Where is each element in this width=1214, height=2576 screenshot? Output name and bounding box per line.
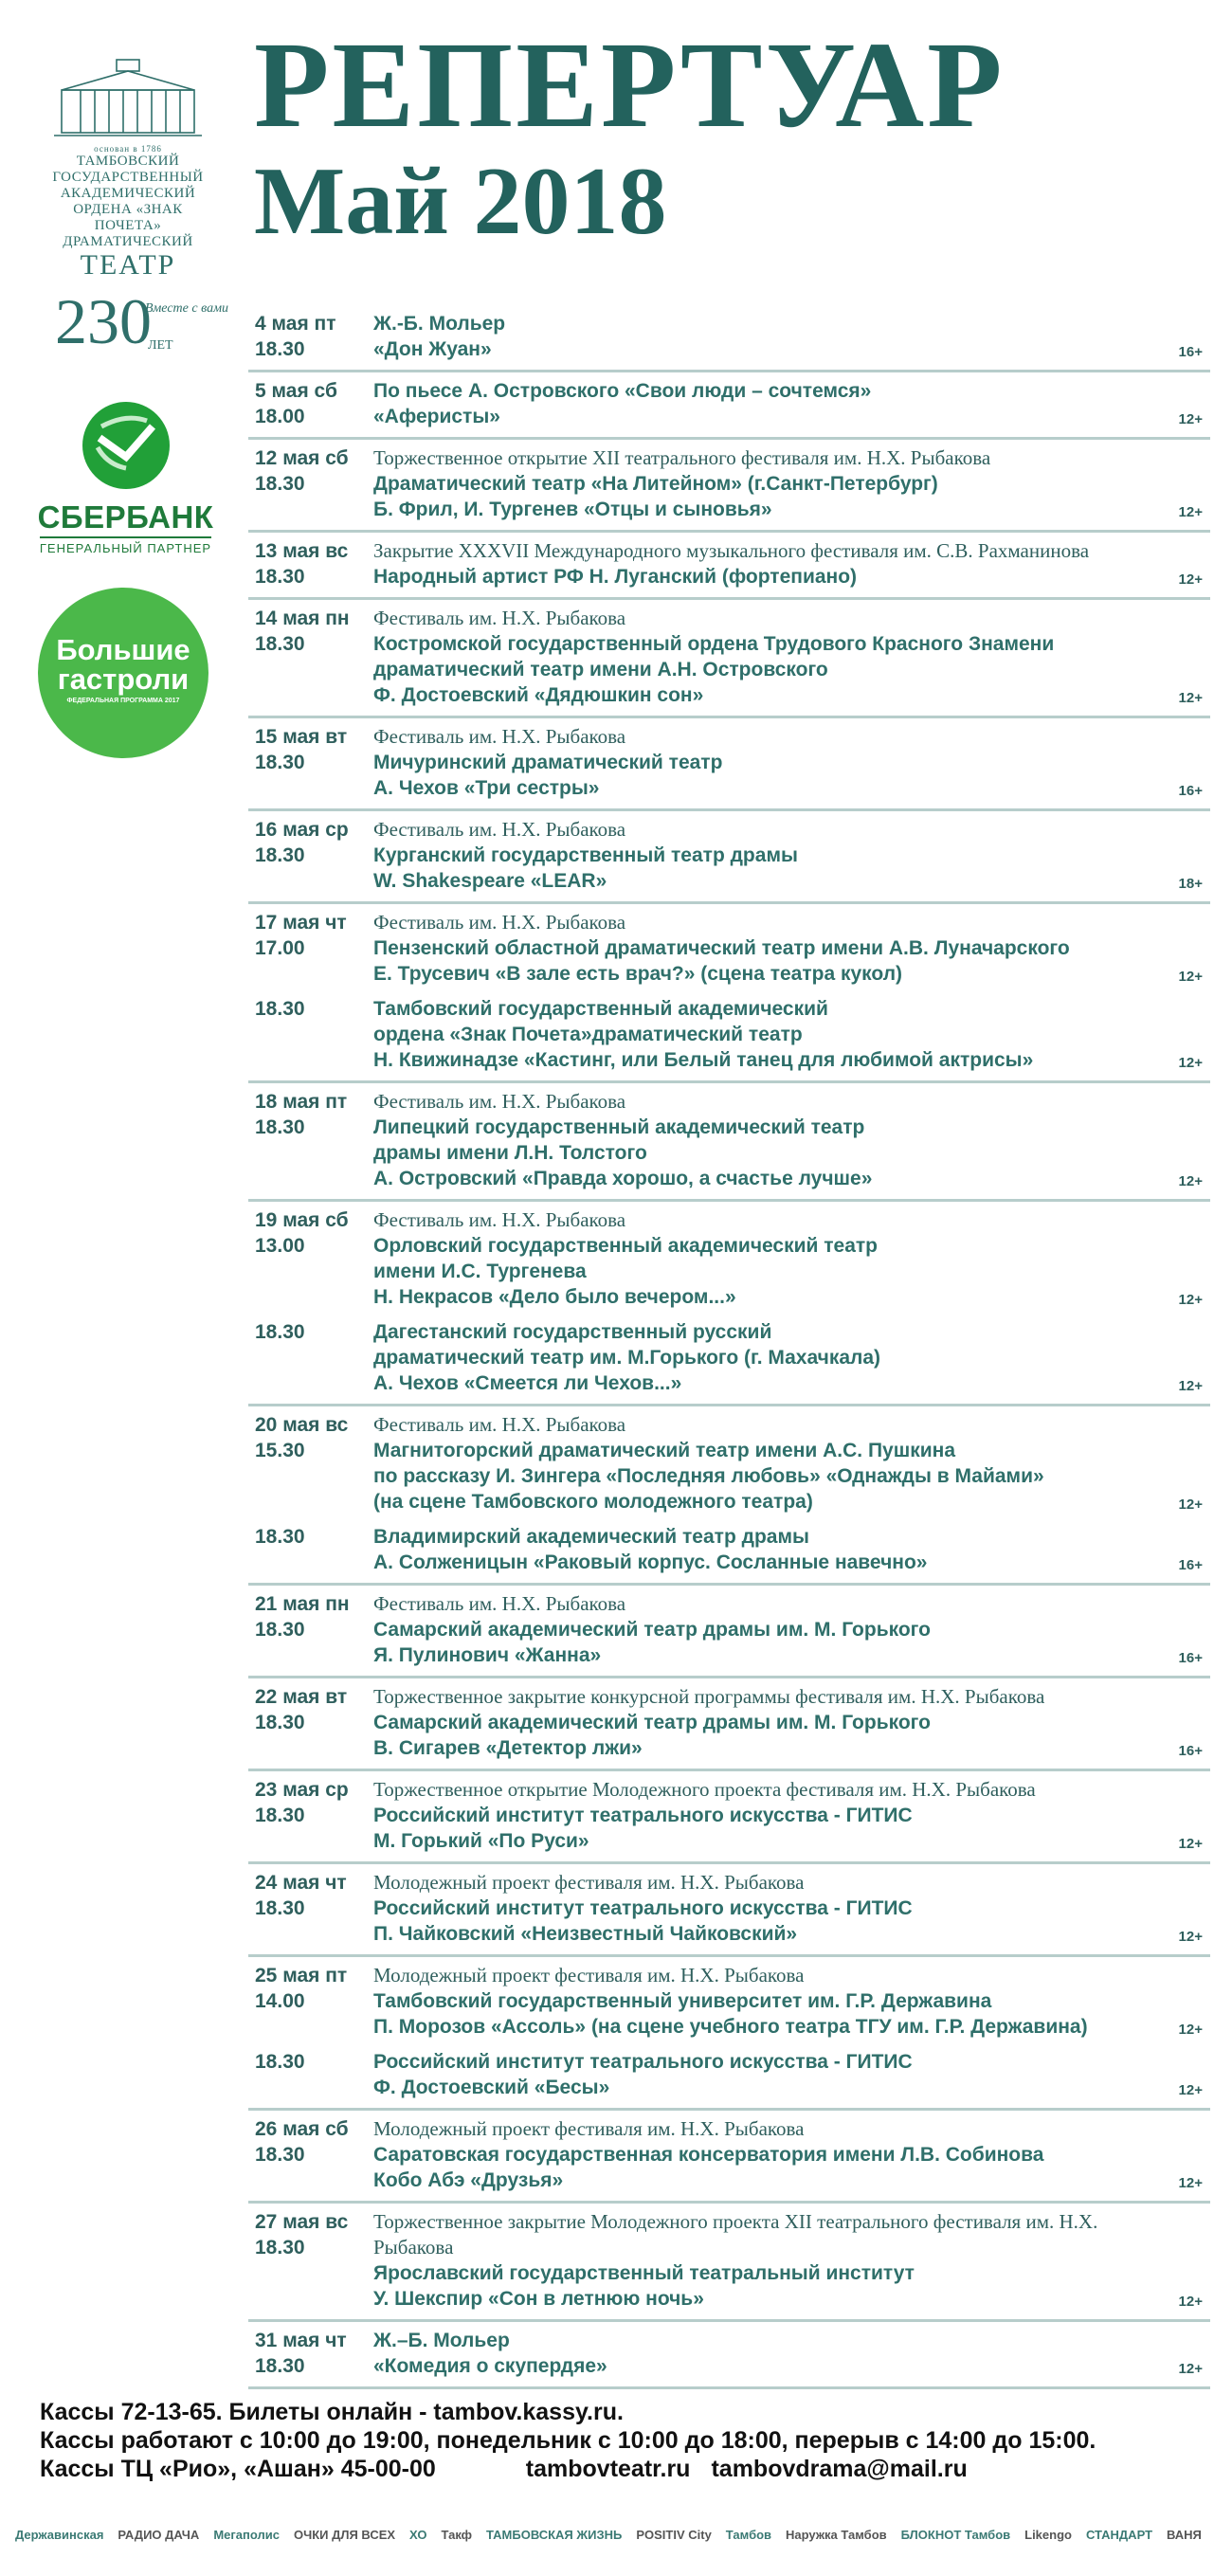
performance-line: А. Чехов «Три сестры» <box>373 777 600 799</box>
performance-line: драмы имени Л.Н. Толстого <box>373 1142 647 1164</box>
program-entry <box>248 1406 1210 1586</box>
performance-date: 18.30 <box>255 2051 305 2073</box>
performance <box>248 2116 1210 2193</box>
performance-line: Самарский академический театр драмы им. М. Горького <box>373 1619 931 1641</box>
performance-details <box>373 311 1210 362</box>
sponsor-name: СБЕРБАНК <box>37 499 214 535</box>
performance-date: 18.30 <box>255 1526 305 1548</box>
performance-line: Ж.–Б. Мольер <box>373 2330 510 2351</box>
age-rating: 12+ <box>1178 1497 1203 1513</box>
performance-line: Пензенский областной драматический театр имени А.В. Луначарского <box>373 937 1070 959</box>
performance <box>248 311 1210 362</box>
performance-date: 14 мая пн 18.30 <box>255 608 350 655</box>
performance-details <box>373 1870 1210 1947</box>
performance-line: По пьесе А. Островского «Свои люди – сочтемся» <box>373 380 872 402</box>
performance-details <box>373 1319 1210 1396</box>
performance-date: 5 мая сб 18.00 <box>255 380 337 427</box>
performance-line: Владимирский академический театр драмы <box>373 1526 809 1548</box>
footer-phone: Кассы 72-13-65. Билеты онлайн - tambov.kassy.ru. <box>40 2399 624 2425</box>
age-rating: 12+ <box>1178 1378 1203 1394</box>
email-link[interactable]: tambovdrama@mail.ru <box>711 2456 968 2482</box>
performance-line: Б. Фрил, И. Тургенев «Отцы и сыновья» <box>373 499 772 520</box>
tours-title: Большие <box>56 633 190 666</box>
performance-details <box>373 1777 1210 1854</box>
performance-line: Н. Квижинадзе «Кастинг, или Белый танец для любимой актрисы» <box>373 1049 1034 1071</box>
sponsor-role: ГЕНЕРАЛЬНЫЙ ПАРТНЕР <box>40 536 211 555</box>
footer-outlets: Кассы ТЦ «Рио», «Ашан» 45-00-00 <box>40 2456 436 2482</box>
performance-line: «Аферисты» <box>373 406 500 427</box>
performance-date: 18 мая пт 18.30 <box>255 1091 348 1138</box>
theatre-word: ТЕАТР <box>80 249 176 281</box>
theatre-founded: основан в 1786 <box>94 144 162 154</box>
performance <box>248 910 1210 987</box>
theatre-name-line: ГОСУДАРСТВЕННЫЙ <box>52 170 204 185</box>
performance-details <box>373 2328 1210 2379</box>
age-rating: 12+ <box>1178 2294 1203 2310</box>
performance <box>248 1089 1210 1191</box>
performance-line: А. Чехов «Смеется ли Чехов...» <box>373 1372 682 1394</box>
age-rating: 12+ <box>1178 2175 1203 2191</box>
performance-date: 25 мая пт 14.00 <box>255 1965 348 2012</box>
age-rating: 12+ <box>1178 1836 1203 1852</box>
program-list <box>248 305 1210 2389</box>
performance-line: Я. Пулинович «Жанна» <box>373 1644 602 1666</box>
performance-line: драматический театр им. М.Горького (г. Махачкала) <box>373 1347 881 1369</box>
performance <box>248 1684 1210 1761</box>
performance-line: М. Горький «По Руси» <box>373 1830 589 1852</box>
performance-line: Драматический театр «На Литейном» (г.Санкт-Петербург) <box>373 473 938 495</box>
program-entry <box>248 372 1210 440</box>
performance-line: Российский институт театрального искусства - ГИТИС <box>373 2051 913 2073</box>
program-entry <box>248 1678 1210 1771</box>
performance-line: Тамбовский государственный академический <box>373 998 828 1020</box>
performance <box>248 1207 1210 1310</box>
age-rating: 12+ <box>1178 571 1203 588</box>
program-entry <box>248 1202 1210 1406</box>
performance-line: Липецкий государственный академический театр <box>373 1116 865 1138</box>
performance-line: Российский институт театрального искусства - ГИТИС <box>373 1897 913 1919</box>
performance-line: Ф. Достоевский «Бесы» <box>373 2077 610 2098</box>
program-entry <box>248 1586 1210 1678</box>
anniversary-motto: Вместе с вами <box>145 301 228 316</box>
performance-line: Саратовская государственная консерватория имени Л.В. Собинова <box>373 2144 1044 2166</box>
performance-date: 23 мая ср 18.30 <box>255 1779 349 1826</box>
performance-line: Орловский государственный академический театр <box>373 1235 879 1257</box>
festival-note: Фестиваль им. Н.Х. Рыбакова <box>373 607 626 629</box>
program-entry <box>248 1957 1210 2111</box>
performance-line: (на сцене Тамбовского молодежного театра) <box>373 1491 813 1513</box>
theatre-name-line: ДРАМАТИЧЕСКИЙ <box>63 234 193 249</box>
performance-line: Народный артист РФ Н. Луганский (фортепиано) <box>373 566 858 588</box>
performance-line: Е. Трусевич «В зале есть врач?» (сцена театра кукол) <box>373 963 903 985</box>
performance-details <box>373 606 1210 708</box>
performance-details <box>373 2209 1210 2312</box>
performance-date: 15 мая вт 18.30 <box>255 726 348 773</box>
website-link[interactable]: tambovteatr.ru <box>525 2456 691 2482</box>
performance-line: А. Солженицын «Раковый корпус. Сосланные навечно» <box>373 1551 928 1573</box>
program-entry <box>248 904 1210 1083</box>
performance-date: 4 мая пт 18.30 <box>255 313 336 360</box>
performance-line: «Комедия о скупердяе» <box>373 2355 607 2377</box>
performance-date: 22 мая вт 18.30 <box>255 1686 348 1733</box>
performance-line: Российский институт театрального искусства - ГИТИС <box>373 1805 913 1826</box>
age-rating: 12+ <box>1178 2022 1203 2038</box>
sponsor-logo: ХО <box>409 2528 427 2542</box>
performance-line: П. Морозов «Ассоль» (на сцене учебного театра ТГУ им. Г.Р. Державина) <box>373 2016 1088 2038</box>
performance-details <box>373 538 1210 590</box>
footer <box>40 2398 1205 2483</box>
performance-line: Ф. Достоевский «Дядюшкин сон» <box>373 684 704 706</box>
anniversary-logo <box>55 285 235 365</box>
performance-line: Ж.-Б. Мольер <box>373 313 506 335</box>
performance <box>248 2049 1210 2100</box>
performance-details <box>373 724 1210 801</box>
age-rating: 12+ <box>1178 969 1203 985</box>
performance-date: 17 мая чт 17.00 <box>255 912 347 959</box>
festival-note: Фестиваль им. Н.Х. Рыбакова <box>373 818 626 841</box>
page-title: РЕПЕРТУАР <box>254 17 1006 154</box>
performance-line: Н. Некрасов «Дело было вечером...» <box>373 1286 736 1308</box>
performance-details <box>373 1089 1210 1191</box>
tours-title: гастроли <box>57 662 190 696</box>
performance-line: В. Сигарев «Детектор лжи» <box>373 1737 643 1759</box>
sberbank-icon <box>79 398 173 493</box>
age-rating: 12+ <box>1178 504 1203 520</box>
theatre-logo <box>47 52 208 281</box>
sponsor-logo: РАДИО ДАЧА <box>118 2528 200 2542</box>
anniversary-unit: ЛЕТ <box>148 338 173 353</box>
sponsor-logo: ТАМБОВСКАЯ ЖИЗНЬ <box>486 2528 623 2542</box>
festival-note: Фестиваль им. Н.Х. Рыбакова <box>373 725 626 748</box>
festival-note: Торжественное открытие XII театрального фестиваля им. Н.Х. Рыбакова <box>373 446 991 469</box>
sponsor-logo: ВАНЯ <box>1167 2528 1202 2542</box>
performance-line: Курганский государственный театр драмы <box>373 844 798 866</box>
sponsor-logo: Такф <box>441 2528 473 2542</box>
performance <box>248 996 1210 1073</box>
big-tours-logo <box>38 588 208 758</box>
performance-line: Дагестанский государственный русский <box>373 1321 772 1343</box>
performance-details <box>373 1207 1210 1310</box>
performance <box>248 1777 1210 1854</box>
sponsor-logo: Тамбов <box>725 2528 772 2542</box>
age-rating: 18+ <box>1178 876 1203 892</box>
sponsor-logo: ОЧКИ ДЛЯ ВСЕХ <box>293 2528 396 2542</box>
program-entry <box>248 1771 1210 1864</box>
performance <box>248 538 1210 590</box>
performance-line: Магнитогорский драматический театр имени А.С. Пушкина <box>373 1440 956 1461</box>
program-entry <box>248 2204 1210 2322</box>
festival-note: Торжественное открытие Молодежного проекта фестиваля им. Н.Х. Рыбакова <box>373 1778 1036 1801</box>
performance-details <box>373 1524 1210 1575</box>
anniversary-number: 230 <box>55 285 152 357</box>
theatre-name-line: ОРДЕНА «ЗНАК ПОЧЕТА» <box>73 202 183 233</box>
performance-date: 13 мая вс 18.30 <box>255 540 349 588</box>
performance-details <box>373 2116 1210 2193</box>
age-rating: 12+ <box>1178 2082 1203 2098</box>
festival-note: Фестиваль им. Н.Х. Рыбакова <box>373 911 626 934</box>
age-rating: 12+ <box>1178 690 1203 706</box>
festival-note: Закрытие XXXVII Международного музыкального фестиваля им. С.В. Рахманинова <box>373 539 1090 562</box>
tours-subtitle: ФЕДЕРАЛЬНАЯ ПРОГРАММА 2017 <box>66 698 180 704</box>
performance-line: «Дон Жуан» <box>373 338 492 360</box>
performance-date: 24 мая чт 18.30 <box>255 1872 347 1919</box>
program-entry <box>248 2111 1210 2204</box>
festival-note: Фестиваль им. Н.Х. Рыбакова <box>373 1592 626 1615</box>
performance-details <box>373 1412 1210 1515</box>
sponsor-logo: Мегаполис <box>213 2528 280 2542</box>
sponsor-logo: POSITIV City <box>636 2528 712 2542</box>
performance-date: 31 мая чт 18.30 <box>255 2330 347 2377</box>
age-rating: 12+ <box>1178 411 1203 427</box>
performance-line: А. Островский «Правда хорошо, а счастье лучше» <box>373 1168 873 1189</box>
performance-date: 16 мая ср 18.30 <box>255 819 349 866</box>
performance <box>248 1870 1210 1947</box>
performance-date: 12 мая сб 18.30 <box>255 447 349 495</box>
performance <box>248 1412 1210 1515</box>
performance-line: Кобо Абэ «Друзья» <box>373 2169 564 2191</box>
performance-line: У. Шекспир «Сон в летнюю ночь» <box>373 2288 704 2310</box>
age-rating: 12+ <box>1178 2361 1203 2377</box>
performance-details <box>373 378 1210 429</box>
age-rating: 12+ <box>1178 1055 1203 1071</box>
performance <box>248 1319 1210 1396</box>
performance-details <box>373 996 1210 1073</box>
age-rating: 16+ <box>1178 1557 1203 1573</box>
sponsor-strip <box>11 2512 1205 2559</box>
age-rating: 12+ <box>1178 1173 1203 1189</box>
age-rating: 16+ <box>1178 783 1203 799</box>
sponsor-logo: СТАНДАРТ <box>1085 2528 1153 2542</box>
performance-line: по рассказу И. Зингера «Последняя любовь» «Однажды в Майами» <box>373 1465 1044 1487</box>
performance-details <box>373 1684 1210 1761</box>
performance <box>248 1963 1210 2040</box>
sponsor-logo: Likengo <box>1024 2528 1072 2542</box>
sponsor-logo: Наружка Тамбов <box>786 2528 887 2542</box>
performance-line: драматический театр имени А.Н. Островского <box>373 659 828 680</box>
performance <box>248 378 1210 429</box>
performance-details <box>373 910 1210 987</box>
festival-note: Фестиваль им. Н.Х. Рыбакова <box>373 1413 626 1436</box>
performance <box>248 2209 1210 2312</box>
age-rating: 12+ <box>1178 1292 1203 1308</box>
program-entry <box>248 440 1210 533</box>
program-entry <box>248 1864 1210 1957</box>
sponsor-logo: БЛОКНОТ Тамбов <box>900 2528 1011 2542</box>
program-entry <box>248 305 1210 372</box>
performance <box>248 2328 1210 2379</box>
festival-note: Торжественное закрытие Молодежного проекта XII театрального фестиваля им. Н.Х. Рыбакова <box>373 2210 1098 2259</box>
performance-line: Мичуринский драматический театр <box>373 752 723 773</box>
performance-details <box>373 445 1210 522</box>
age-rating: 12+ <box>1178 1929 1203 1945</box>
performance <box>248 445 1210 522</box>
performance-date: 18.30 <box>255 998 305 1020</box>
performance-details <box>373 817 1210 894</box>
performance-date: 19 мая сб 13.00 <box>255 1209 349 1257</box>
theatre-name-line: АКАДЕМИЧЕСКИЙ <box>60 186 196 201</box>
festival-note: Торжественное закрытие конкурсной программы фестиваля им. Н.Х. Рыбакова <box>373 1685 1045 1708</box>
performance-date: 26 мая сб 18.30 <box>255 2118 349 2166</box>
festival-note: Молодежный проект фестиваля им. Н.Х. Рыбакова <box>373 1871 805 1894</box>
age-rating: 16+ <box>1178 1743 1203 1759</box>
performance-line: ордена «Знак Почета»драматический театр <box>373 1024 803 1045</box>
footer-contacts <box>40 2455 1205 2483</box>
performance <box>248 1524 1210 1575</box>
performance-line: Костромской государственный ордена Трудового Красного Знамени <box>373 633 1055 655</box>
performance-line: имени И.С. Тургенева <box>373 1261 587 1282</box>
program-entry <box>248 1083 1210 1202</box>
performance-line: W. Shakespeare «LEAR» <box>373 870 607 892</box>
performance <box>248 724 1210 801</box>
performance-date: 27 мая вс 18.30 <box>255 2211 349 2259</box>
performance-line: Самарский академический театр драмы им. М. Горького <box>373 1712 931 1733</box>
age-rating: 16+ <box>1178 1650 1203 1666</box>
sponsor-logo: Державинская <box>15 2528 104 2542</box>
program-entry <box>248 2322 1210 2389</box>
page-subtitle: Май 2018 <box>254 148 667 255</box>
festival-note: Молодежный проект фестиваля им. Н.Х. Рыбакова <box>373 1964 805 1986</box>
performance-details <box>373 2049 1210 2100</box>
sberbank-logo <box>28 398 223 557</box>
performance-details <box>373 1963 1210 2040</box>
program-entry <box>248 811 1210 904</box>
festival-note: Молодежный проект фестиваля им. Н.Х. Рыбакова <box>373 2117 805 2140</box>
performance <box>248 817 1210 894</box>
performance-line: Ярославский государственный театральный институт <box>373 2262 915 2284</box>
performance-date: 21 мая пн 18.30 <box>255 1593 350 1641</box>
performance-details <box>373 1591 1210 1668</box>
performance <box>248 1591 1210 1668</box>
performance-date: 18.30 <box>255 1321 305 1343</box>
program-entry <box>248 718 1210 811</box>
performance-line: П. Чайковский «Неизвестный Чайковский» <box>373 1923 798 1945</box>
theatre-building-icon <box>52 52 204 142</box>
program-entry <box>248 600 1210 718</box>
age-rating: 16+ <box>1178 344 1203 360</box>
performance-date: 20 мая вс 15.30 <box>255 1414 349 1461</box>
festival-note: Фестиваль им. Н.Х. Рыбакова <box>373 1090 626 1113</box>
performance-line: Тамбовский государственный университет им. Г.Р. Державина <box>373 1990 992 2012</box>
program-entry <box>248 533 1210 600</box>
festival-note: Фестиваль им. Н.Х. Рыбакова <box>373 1208 626 1231</box>
theatre-name-line: ТАМБОВСКИЙ <box>76 154 180 169</box>
performance <box>248 606 1210 708</box>
footer-hours: Кассы работают с 10:00 до 19:00, понедельник с 10:00 до 18:00, перерыв с 14:00 до 15:00. <box>40 2427 1096 2454</box>
